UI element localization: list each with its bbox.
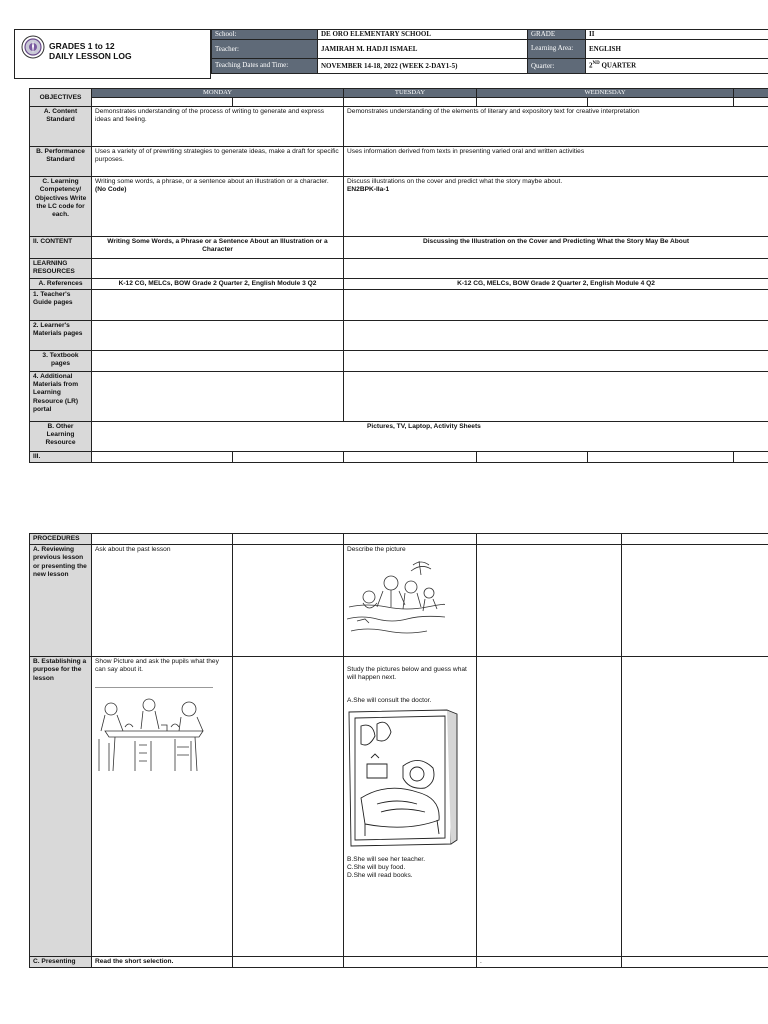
blank-cell	[622, 545, 768, 657]
establishing-monday: Show Picture and ask the pupils what they can say about it.	[92, 657, 233, 957]
objectives-table	[29, 88, 768, 463]
content-mon-tue: Writing Some Words, a Phrase or a Sentence About an Illustration or a Character	[92, 237, 344, 259]
other-resource-value: Pictures, TV, Laptop, Activity Sheets	[92, 421, 768, 451]
blank-cell	[92, 451, 233, 462]
sick-girl-book-illustration	[347, 708, 459, 848]
references-wed-fri: K-12 CG, MELCs, BOW Grade 2 Quarter 2, English Module 4 Q2	[344, 278, 768, 289]
blank-cell	[588, 451, 734, 462]
performance-standard-label: B. Performance Standard	[30, 147, 92, 177]
blank-cell	[477, 657, 622, 957]
blank-cell	[734, 98, 768, 107]
teacher-value: JAMIRAH M. HADJI ISMAEL	[318, 40, 528, 59]
blank-cell	[477, 451, 588, 462]
blank-cell	[233, 957, 344, 968]
lesson-log-header	[14, 29, 768, 81]
performance-standard-wed-fri: Uses information derived from texts in presenting varied oral and written activities	[344, 147, 768, 177]
teachers-guide-label: 1. Teacher's Guide pages	[30, 289, 92, 320]
reviewing-label: A. Reviewing previous lesson or presenting the new lesson	[30, 545, 92, 657]
header-brand	[14, 29, 211, 79]
blank-cell	[477, 98, 588, 107]
blank-cell	[233, 545, 344, 657]
content-wed-fri: Discussing the Illustration on the Cover and Predicting What the Story May Be About	[344, 237, 768, 259]
day-thursday-filler	[734, 89, 768, 98]
establishing-label: B. Establishing a purpose for the lesson	[30, 657, 92, 957]
content-standard-mon-tue: Demonstrates understanding of the process of writing to generate and express ideas and feeling.	[92, 107, 344, 147]
header-info-grid	[211, 29, 768, 74]
reviewing-monday: Ask about the past lesson	[92, 545, 233, 657]
blank-cell	[344, 289, 768, 320]
day-wednesday: WEDNESDAY	[477, 89, 734, 98]
blank-cell	[622, 957, 768, 968]
blank-cell	[92, 534, 233, 545]
blank-cell	[622, 657, 768, 957]
brand-line-1: GRADES 1 to 12	[49, 41, 115, 51]
blank-cell	[344, 259, 768, 278]
competency-wed-fri: Discuss illustrations on the cover and predict what the story maybe about. EN2BPK-IIa-1	[344, 177, 768, 237]
brand-line-2: DAILY LESSON LOG	[49, 51, 132, 62]
content-standard-label: A. Content Standard	[30, 107, 92, 147]
blank-cell	[588, 98, 734, 107]
quarter-value: 2ND QUARTER	[586, 59, 768, 74]
procedures-table	[29, 533, 768, 968]
content-label: II. CONTENT	[30, 237, 92, 259]
blank-cell	[92, 350, 344, 371]
dates-value: NOVEMBER 14-18, 2022 (WEEK 2-DAY1-5)	[318, 59, 528, 74]
other-resource-label: B. Other Learning Resource	[30, 421, 92, 451]
performance-standard-mon-tue: Uses a variety of of prewriting strategies to generate ideas, make a draft for specific purposes.	[92, 147, 344, 177]
teacher-label: Teacher:	[212, 40, 318, 59]
learners-materials-label: 2. Learner's Materials pages	[30, 320, 92, 350]
references-label: A. References	[30, 278, 92, 289]
blank-cell	[344, 451, 477, 462]
blank-cell	[344, 534, 477, 545]
blank-cell	[344, 98, 477, 107]
blank-cell	[344, 957, 477, 968]
competency-mon-tue: Writing some words, a phrase, or a sentence about an illustration or a character. (No Code)	[92, 177, 344, 237]
blank-cell	[233, 657, 344, 957]
day-tuesday: TUESDAY	[344, 89, 477, 98]
objectives-label: OBJECTIVES	[30, 89, 92, 107]
resources-label: LEARNING RESOURCES	[30, 259, 92, 278]
blank-cell	[344, 350, 768, 371]
school-label: School:	[212, 30, 318, 40]
blank-cell	[477, 534, 622, 545]
section-iii-label: III.	[30, 451, 92, 462]
blank-cell	[233, 98, 344, 107]
divider	[95, 687, 213, 688]
presenting-monday: Read the short selection.	[92, 957, 233, 968]
blank-cell	[477, 545, 622, 657]
dates-label: Teaching Dates and Time:	[212, 59, 318, 74]
establishing-wednesday: Study the pictures below and guess what will happen next. A.She will consult the doctor. B.She will see her teacher. C.She will buy food. D.She will read books.	[344, 657, 477, 957]
grade-label: GRADE	[528, 30, 586, 40]
textbook-label: 3. Textbook pages	[30, 350, 92, 371]
deped-seal-icon	[21, 35, 45, 59]
competency-label: C. Learning Competency/ Objectives Write the LC code for each.	[30, 177, 92, 237]
blank-cell	[344, 371, 768, 421]
option-d: D.She will read books.	[347, 872, 413, 880]
references-mon-tue: K-12 CG, MELCs, BOW Grade 2 Quarter 2, English Module 3 Q2	[92, 278, 344, 289]
blank-cell	[92, 98, 233, 107]
blank-cell	[622, 534, 768, 545]
swimming-children-illustration	[347, 557, 445, 639]
content-standard-wed-fri: Demonstrates understanding of the elements of literary and expository text for creative interpretation	[344, 107, 768, 147]
school-value: DE ORO ELEMENTARY SCHOOL	[318, 30, 528, 40]
blank-cell	[92, 320, 344, 350]
procedures-label: PROCEDURES	[30, 534, 92, 545]
blank-cell	[233, 451, 344, 462]
option-a: A.She will consult the doctor.	[347, 696, 432, 704]
blank-cell	[233, 534, 344, 545]
learning-area-label: Learning Area:	[528, 40, 586, 59]
day-monday: MONDAY	[92, 89, 344, 98]
brand-title	[49, 41, 132, 61]
presenting-thursday: .	[477, 957, 622, 968]
blank-cell	[92, 259, 344, 278]
additional-materials-label: 4. Additional Materials from Learning Resource (LR) portal	[30, 371, 92, 421]
grade-value: II	[586, 30, 768, 40]
blank-cell	[92, 289, 344, 320]
learning-area-value: ENGLISH	[586, 40, 768, 59]
presenting-label: C. Presenting	[30, 957, 92, 968]
quarter-label: Quarter:	[528, 59, 586, 74]
option-b: B.She will see her teacher.	[347, 855, 426, 863]
reviewing-wednesday: Describe the picture	[344, 545, 477, 657]
blank-cell	[734, 451, 768, 462]
blank-cell	[92, 371, 344, 421]
option-c: C.She will buy food.	[347, 864, 406, 872]
blank-cell	[344, 320, 768, 350]
family-dining-illustration	[95, 691, 213, 773]
